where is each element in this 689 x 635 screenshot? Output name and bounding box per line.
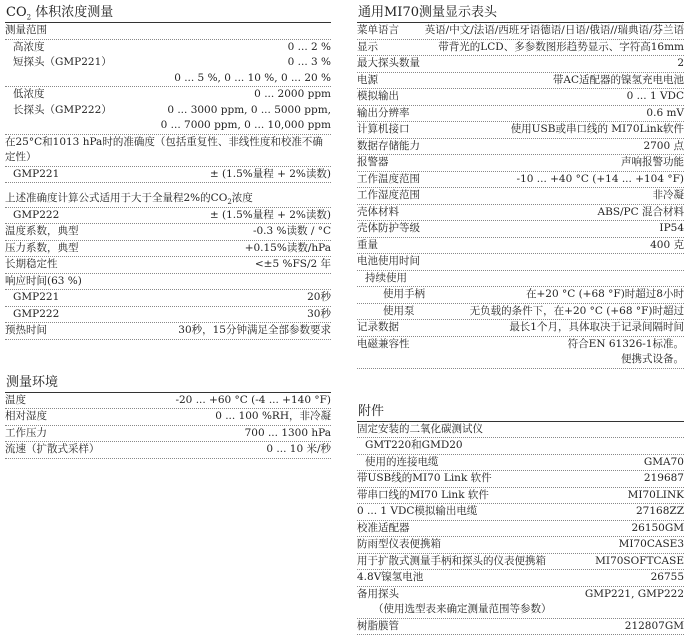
co2-section-title: $CO_2$ 体积浓度测量: [5, 4, 331, 23]
row-acc-analog: 0 ... 1 VDC模拟输出电缆 27168ZZ: [357, 504, 684, 521]
row-resp-gmp221: GMP221 20秒: [5, 290, 331, 307]
row-acc-battery: 4.8V镍氢电池 26755: [357, 570, 684, 587]
row-accuracy-note: 在25°C和1013 hPa时的准确度（包括重复性、非线性度和校准不确定性）: [5, 135, 331, 167]
row-high-conc: 高浓度 0 ... 2 %: [5, 40, 331, 56]
row-power: 电源 带AC适配器的镍氢充电电池: [357, 73, 684, 90]
row-response: 响应时间(63 %): [5, 274, 331, 291]
row-acc-rain: 防雨型仪表便携箱 MI70CASE3: [357, 537, 684, 554]
row-formula-note: 上述准确度计算公式适用于大于全量程2%的$CO_2$浓度: [5, 191, 331, 208]
row-preheat: 预热时间 30秒，15分钟满足全部参数要求: [5, 323, 331, 340]
row-acc-fixed: 固定安装的二氧化碳测试仪: [357, 422, 684, 439]
row-gmp221-accuracy: GMP221 ± (1.5%量程 + 2%读数): [5, 167, 331, 184]
row-op-temp: 工作温度范围 -10 ... +40 °C (+14 ... +104 °F): [357, 172, 684, 189]
row-menu-lang: 菜单语言 英语/中文/法语/西班牙语德语/日语/俄语//瑞典语/芬兰语: [357, 23, 684, 40]
row-acc-serial: 带串口线的MI70 Link 软件 MI70LINK: [357, 488, 684, 505]
row-short-probe: 短探头（GMP221） 0 ... 3 %: [5, 55, 331, 71]
left-column: [5, 4, 331, 459]
row-env-press: 工作压力 700 ... 1300 hPa: [5, 426, 331, 443]
row-stability: 长期稳定性 <±5 %FS/2 年: [5, 257, 331, 274]
row-env-temp: 温度 -20 ... +60 °C (-4 ... +140 °F): [5, 393, 331, 410]
row-weight: 重量 400 克: [357, 238, 684, 255]
row-ip: 壳体防护等级 IP54: [357, 221, 684, 238]
row-acc-cal: 校准适配器 26150GM: [357, 521, 684, 538]
row-env-rh: 相对湿度 0 ... 100 %RH，非冷凝: [5, 409, 331, 426]
row-acc-gmt: GMT220和GMD20: [357, 438, 684, 455]
row-max-probes: 最大探头数量 2: [357, 56, 684, 73]
row-temp-coef: 温度系数，典型 -0.3 %读数 / °C: [5, 224, 331, 241]
row-resp-gmp222: GMP222 30秒: [5, 307, 331, 324]
row-acc-spare: 备用探头 GMP221, GMP222: [357, 587, 684, 603]
row-emc-2: 便携式设备。: [357, 352, 684, 369]
row-acc-resin: 树脂膜管 212807GM: [357, 619, 684, 635]
row-with-pump: 使用泵 无负载的条件下，在+20 °C (+68 °F)时超过: [357, 304, 684, 321]
row-storage: 数据存储能力 2700 点: [357, 139, 684, 156]
row-pc-iface: 计算机接口 使用USB或串口线的 MI70Link软件: [357, 122, 684, 139]
row-analog-out: 模拟输出 0 ... 1 VDC: [357, 89, 684, 106]
row-display: 显示 带背光的LCD、多参数图形趋势显示、字符高16mm: [357, 40, 684, 57]
row-measure-range: 测量范围: [5, 23, 331, 40]
row-alarm: 报警器 声响报警功能: [357, 155, 684, 172]
row-emc: 电磁兼容性 符合EN 61326-1标准。: [357, 337, 684, 353]
right-column: [357, 4, 684, 635]
row-op-rh: 工作湿度范围 非冷凝: [357, 188, 684, 205]
row-logging: 记录数据 最长1个月，具体取决于记录间隔时间: [357, 320, 684, 337]
mi70-section-title: 通用MI70测量显示表头: [357, 4, 684, 23]
row-with-handle: 使用手柄 在+20 °C (+68 °F)时超过8小时: [357, 287, 684, 304]
row-env-flow: 流速（扩散式采样） 0 ... 10 米/秒: [5, 442, 331, 459]
row-continuous: 持续使用: [357, 271, 684, 288]
row-low-conc: 低浓度 0 ... 2000 ppm: [5, 87, 331, 103]
row-out-res: 输出分辨率 0.6 mV: [357, 106, 684, 123]
row-acc-spare-note: （使用选型表来确定测量范围等参数）: [357, 602, 684, 619]
row-housing: 壳体材料 ABS/PC 混合材料: [357, 205, 684, 222]
row-gmp222-accuracy: GMP222 ± (1.5%量程 + 2%读数): [5, 208, 331, 225]
row-battery-life: 电池使用时间: [357, 254, 684, 271]
row-long-probe: 长探头（GMP222） 0 ... 3000 ppm, 0 ... 5000 ppm,: [5, 103, 331, 119]
row-acc-usb: 带USB线的MI70 Link 软件 219687: [357, 471, 684, 488]
env-section-title: 测量环境: [5, 374, 331, 393]
row-acc-cable: 使用的连接电缆 GMA70: [357, 455, 684, 472]
row-long-probe-2: 0 ... 7000 ppm, 0 ... 10,000 ppm: [5, 118, 331, 135]
row-short-probe-2: 0 ... 5 %, 0 ... 10 %, 0 ... 20 %: [5, 71, 331, 88]
row-acc-soft: 用于扩散式测量手柄和探头的仪表便携箱 MI70SOFTCASE: [357, 554, 684, 571]
row-press-coef: 压力系数，典型 +0.15%读数/hPa: [5, 241, 331, 258]
accessories-section-title: 附件: [357, 403, 684, 422]
